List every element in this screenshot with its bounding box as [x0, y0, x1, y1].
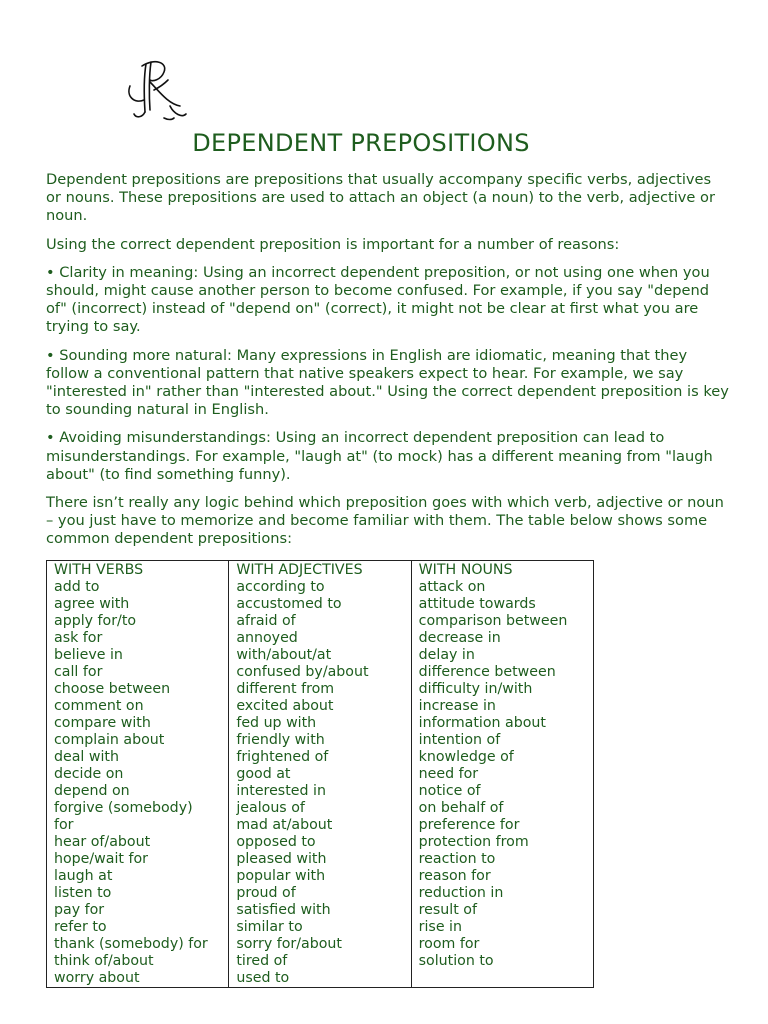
table-cell: laugh at — [54, 868, 113, 884]
table-cell: proud of — [236, 885, 296, 901]
table-cell: compare with — [54, 715, 151, 731]
table-cell: mad at/about — [236, 817, 333, 833]
table-cell: friendly with — [236, 732, 325, 748]
table-cell: refer to — [54, 919, 107, 935]
table-cell: excited about — [236, 698, 334, 714]
table-cell: accustomed to — [236, 596, 342, 612]
table-cell: used to — [236, 970, 290, 986]
table-cell: forgive (somebody) — [54, 800, 193, 816]
table-cell: knowledge of — [418, 749, 514, 765]
paragraph-table-intro: There isn’t really any logic behind which preposition goes with which verb, adjective or noun – you just have to memorize and become familiar with them. The table below shows some common dependent prepositions: — [46, 494, 724, 548]
table-cell: choose between — [54, 681, 171, 697]
table-cell: delay in — [418, 647, 475, 663]
table-cell: reaction to — [418, 851, 496, 867]
nouns-list — [419, 579, 593, 970]
table-cell: room for — [418, 936, 480, 952]
table-cell: rise in — [418, 919, 462, 935]
table-cell: hope/wait for — [54, 851, 149, 867]
table-cell: satisfied with — [236, 902, 331, 918]
table-cell: reason for — [418, 868, 491, 884]
table-cell: interested in — [236, 783, 326, 799]
table-cell: call for — [54, 664, 103, 680]
table-cell: jealous of — [236, 800, 305, 816]
verbs-list — [54, 579, 228, 987]
table-cell: popular with — [236, 868, 326, 884]
table-cell: increase in — [418, 698, 496, 714]
table-cell: agree with — [54, 596, 130, 612]
column-header-nouns: WITH NOUNS — [418, 562, 513, 578]
table-cell: decide on — [54, 766, 124, 782]
table-cell: tired of — [236, 953, 288, 969]
intro-text — [46, 171, 730, 559]
column-nouns — [412, 561, 593, 987]
table-cell: complain about — [54, 732, 165, 748]
table-cell: afraid of — [236, 613, 296, 629]
table-cell: annoyed — [236, 630, 298, 646]
table-cell: sorry for/about — [236, 936, 342, 952]
table-cell: worry about — [54, 970, 140, 986]
table-cell: listen to — [54, 885, 112, 901]
table-cell: hear of/about — [54, 834, 151, 850]
table-cell: notice of — [418, 783, 481, 799]
table-cell: for — [54, 817, 74, 833]
table-cell: reduction in — [418, 885, 504, 901]
paragraph-natural: • Sounding more natural: Many expressions in English are idiomatic, meaning that they follow a conventional pattern that native speakers expect to hear. For example, we say "interested in" rather than "interested about." Using the correct dependent preposition is key to sounding natural in English. — [46, 346, 729, 419]
table-cell: confused by/about — [236, 664, 369, 680]
table-cell: deal with — [54, 749, 119, 765]
table-cell: add to — [54, 579, 100, 595]
table-cell: pleased with — [236, 851, 327, 867]
table-cell: opposed to — [236, 834, 316, 850]
table-cell: information about — [418, 715, 546, 731]
column-adjectives — [229, 561, 411, 987]
table-cell: according to — [236, 579, 325, 595]
table-cell: pay for — [54, 902, 105, 918]
page-title: DEPENDENT PREPOSITIONS — [192, 129, 530, 157]
table-cell: thank (somebody) for — [54, 936, 208, 952]
column-header-verbs: WITH VERBS — [54, 562, 144, 578]
table-cell: difference between — [418, 664, 556, 680]
table-cell: comparison between — [418, 613, 568, 629]
table-cell: intention of — [418, 732, 501, 748]
table-cell: protection from — [418, 834, 529, 850]
prepositions-table — [46, 560, 594, 988]
table-cell: depend on — [54, 783, 130, 799]
table-cell: fed up with — [236, 715, 317, 731]
table-cell: solution to — [418, 953, 494, 969]
table-cell: attack on — [418, 579, 486, 595]
table-cell: good at — [236, 766, 291, 782]
column-verbs — [47, 561, 229, 987]
table-cell: decrease in — [418, 630, 501, 646]
paragraph-definition: Dependent prepositions are prepositions that usually accompany specific verbs, adjectives or nouns. These prepositions are used to attach an object (a noun) to the verb, adjective or noun. — [46, 171, 715, 225]
column-header-adjectives: WITH ADJECTIVES — [236, 562, 363, 578]
paragraph-reasons-intro: Using the correct dependent preposition is important for a number of reasons: — [46, 235, 620, 253]
table-cell: need for — [418, 766, 479, 782]
paragraph-misunderstandings: • Avoiding misunderstandings: Using an incorrect dependent preposition can lead to misunderstandings. For example, "laugh at" (to mock) has a different meaning from "laugh about" (to find something funny). — [46, 429, 713, 483]
table-cell: think of/about — [54, 953, 154, 969]
table-cell: difficulty in/with — [418, 681, 533, 697]
paragraph-clarity: • Clarity in meaning: Using an incorrect dependent preposition, or not using one when you should, might cause another person to become confused. For example, if you say "depend of" (incorrect) instead of "depend on" (correct), it might not be clear at first what you are trying to say. — [46, 263, 710, 336]
table-cell: ask for — [54, 630, 103, 646]
table-cell: frightened of — [236, 749, 329, 765]
table-cell: comment on — [54, 698, 144, 714]
table-cell: different from — [236, 681, 335, 697]
table-cell: attitude towards — [418, 596, 536, 612]
rk-monogram-logo — [124, 56, 190, 122]
table-cell: apply for/to — [54, 613, 137, 629]
table-cell: believe in — [54, 647, 123, 663]
table-cell: with/about/at — [236, 647, 332, 663]
table-cell: on behalf of — [418, 800, 504, 816]
adjectives-list — [236, 579, 410, 987]
table-cell: similar to — [236, 919, 303, 935]
table-cell: preference for — [418, 817, 520, 833]
table-cell: result of — [418, 902, 477, 918]
